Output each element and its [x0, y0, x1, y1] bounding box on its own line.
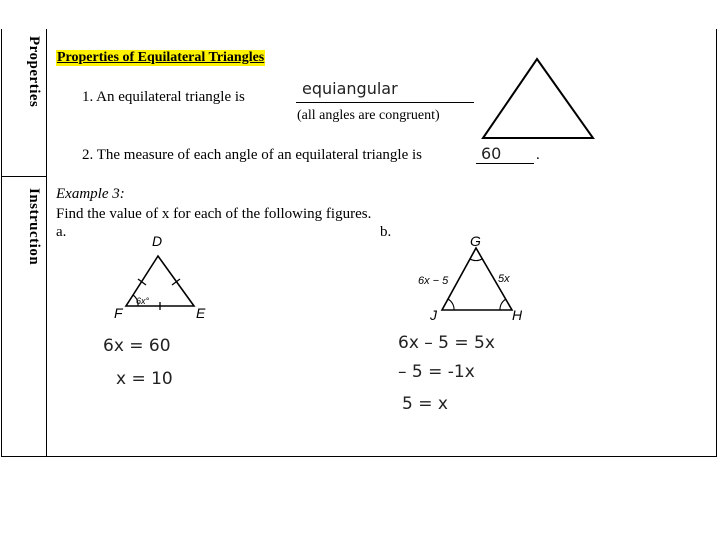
work-a-line-1: 6x = 60 [103, 336, 171, 356]
vertex-h-label: H [512, 307, 523, 323]
vertex-f-label: F [114, 305, 123, 321]
properties-title: Properties of Equilateral Triangles [57, 50, 265, 65]
side-gj-label: 6x − 5 [418, 275, 449, 287]
work-a-line-2: x = 10 [116, 369, 173, 389]
triangle-ghj-figure [412, 234, 532, 326]
work-b-line-1: 6x – 5 = 5x [398, 333, 495, 353]
vertex-d-label: D [152, 234, 163, 249]
item-1-answer: equiangular [302, 79, 398, 98]
example-heading: Example 3: [56, 186, 125, 202]
side-gh-label: 5x [498, 273, 510, 285]
property-item-1: 1. An equilateral triangle is [82, 89, 245, 105]
part-a-label: a. [56, 224, 67, 240]
item-2-period: . [536, 147, 540, 163]
sidebar-label-instruction: Instruction [26, 188, 42, 266]
equilateral-triangle-illustration [480, 56, 596, 142]
work-b-line-2: – 5 = -1x [398, 362, 475, 382]
property-item-2: 2. The measure of each angle of an equilateral triangle is [82, 147, 422, 163]
item-1-note: (all angles are congruent) [297, 108, 440, 123]
item-2-blank [476, 163, 534, 164]
section-divider [1, 176, 47, 177]
sidebar-label-properties: Properties [26, 36, 42, 108]
item-2-answer: 60 [481, 144, 502, 163]
item-1-blank [296, 102, 474, 103]
vertex-g-label: G [470, 234, 481, 249]
part-b-label: b. [380, 224, 392, 240]
angle-f-label: 6x° [136, 296, 150, 306]
sidebar-divider [46, 29, 47, 457]
vertex-j-label: J [430, 307, 437, 323]
work-b-line-3: 5 = x [402, 394, 448, 414]
vertex-e-label: E [196, 305, 206, 321]
triangle-def-figure [110, 234, 220, 324]
example-prompt: Find the value of x for each of the following figures. [56, 206, 372, 222]
